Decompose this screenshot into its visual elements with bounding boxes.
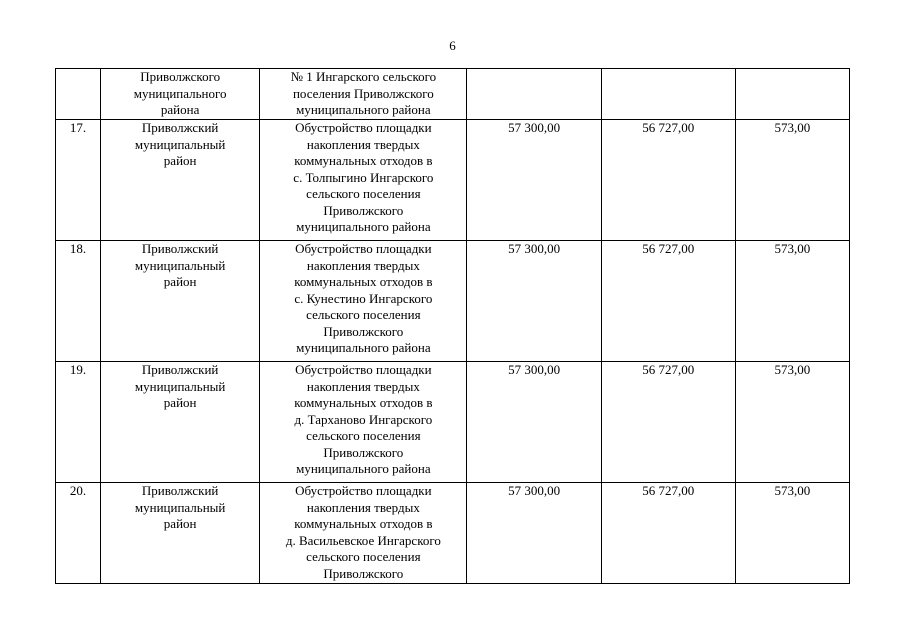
object-line: д. Васильевское Ингарского bbox=[285, 532, 441, 548]
object-line: сельского поселения bbox=[306, 307, 421, 322]
object-line: муниципального района bbox=[296, 102, 431, 117]
local-amount: 573,00 bbox=[735, 120, 849, 241]
object-cell bbox=[260, 120, 467, 241]
local-amount bbox=[735, 69, 849, 120]
municipality-line: Приволжский bbox=[141, 362, 219, 377]
municipality-line: района bbox=[160, 102, 200, 117]
object-line: Приволжского bbox=[323, 444, 404, 460]
row-number: 17. bbox=[56, 120, 101, 241]
object-line: № 1 Ингарского сельского bbox=[290, 69, 437, 84]
object-line: с. Толпыгино Ингарского bbox=[293, 169, 434, 185]
object-line: Приволжского bbox=[323, 323, 404, 339]
object-line: Обустройство площадки bbox=[295, 120, 432, 135]
object-line: накопления твердых bbox=[306, 378, 420, 394]
municipality-cell bbox=[101, 241, 260, 362]
federal-amount: 56 727,00 bbox=[601, 483, 735, 584]
municipality-line: Приволжский bbox=[141, 483, 219, 498]
total-amount bbox=[467, 69, 601, 120]
object-cell bbox=[260, 483, 467, 584]
page-number: 6 bbox=[449, 38, 456, 53]
object-line: накопления твердых bbox=[306, 136, 420, 152]
object-cell bbox=[260, 69, 467, 120]
object-line: муниципального района bbox=[296, 461, 431, 476]
object-cell bbox=[260, 241, 467, 362]
object-line: Обустройство площадки bbox=[295, 241, 432, 256]
municipality-line: Приволжский bbox=[141, 120, 219, 135]
row-number: 19. bbox=[56, 362, 101, 483]
object-line: сельского поселения bbox=[306, 549, 421, 564]
object-cell bbox=[260, 362, 467, 483]
object-line: сельского поселения bbox=[306, 186, 421, 201]
row-number: 18. bbox=[56, 241, 101, 362]
table-row bbox=[56, 362, 850, 483]
municipality-line: Приволжский bbox=[141, 241, 219, 256]
municipality-line: район bbox=[163, 274, 197, 289]
municipality-cell bbox=[101, 120, 260, 241]
object-line: муниципального района bbox=[296, 219, 431, 234]
municipality-cell bbox=[101, 362, 260, 483]
federal-amount: 56 727,00 bbox=[601, 120, 735, 241]
total-amount: 57 300,00 bbox=[467, 120, 601, 241]
municipality-line: муниципальный bbox=[134, 136, 226, 152]
object-line: Приволжского bbox=[323, 202, 404, 218]
total-amount: 57 300,00 bbox=[467, 483, 601, 584]
object-line: с. Кунестино Ингарского bbox=[294, 290, 433, 306]
object-line: Обустройство площадки bbox=[295, 362, 432, 377]
table-row bbox=[56, 120, 850, 241]
object-line: сельского поселения bbox=[306, 428, 421, 443]
object-line: коммунальных отходов в bbox=[294, 395, 433, 410]
municipality-line: муниципальный bbox=[134, 499, 226, 515]
row-number: 20. bbox=[56, 483, 101, 584]
row-number bbox=[56, 69, 101, 120]
municipality-line: муниципального bbox=[133, 85, 227, 101]
object-line: коммунальных отходов в bbox=[294, 516, 433, 531]
table-row bbox=[56, 483, 850, 584]
municipality-line: район bbox=[163, 516, 197, 531]
object-line: Обустройство площадки bbox=[295, 483, 432, 498]
object-line: коммунальных отходов в bbox=[294, 153, 433, 168]
object-line: поселения Приволжского bbox=[292, 85, 434, 101]
total-amount: 57 300,00 bbox=[467, 241, 601, 362]
table-row bbox=[56, 241, 850, 362]
table-row bbox=[56, 69, 850, 120]
federal-amount: 56 727,00 bbox=[601, 241, 735, 362]
object-line: накопления твердых bbox=[306, 499, 420, 515]
object-line: коммунальных отходов в bbox=[294, 274, 433, 289]
municipality-cell bbox=[101, 483, 260, 584]
municipality-line: муниципальный bbox=[134, 257, 226, 273]
local-amount: 573,00 bbox=[735, 362, 849, 483]
municipality-line: район bbox=[163, 153, 197, 168]
object-line: д. Тарханово Ингарского bbox=[294, 411, 433, 427]
total-amount: 57 300,00 bbox=[467, 362, 601, 483]
federal-amount: 56 727,00 bbox=[601, 362, 735, 483]
municipality-line: Приволжского bbox=[140, 69, 221, 84]
federal-amount bbox=[601, 69, 735, 120]
municipality-line: муниципальный bbox=[134, 378, 226, 394]
municipality-line: район bbox=[163, 395, 197, 410]
object-line: Приволжского bbox=[323, 565, 404, 581]
object-line: накопления твердых bbox=[306, 257, 420, 273]
local-amount: 573,00 bbox=[735, 241, 849, 362]
object-line: муниципального района bbox=[296, 340, 431, 355]
local-amount: 573,00 bbox=[735, 483, 849, 584]
projects-table bbox=[55, 68, 850, 584]
municipality-cell bbox=[101, 69, 260, 120]
